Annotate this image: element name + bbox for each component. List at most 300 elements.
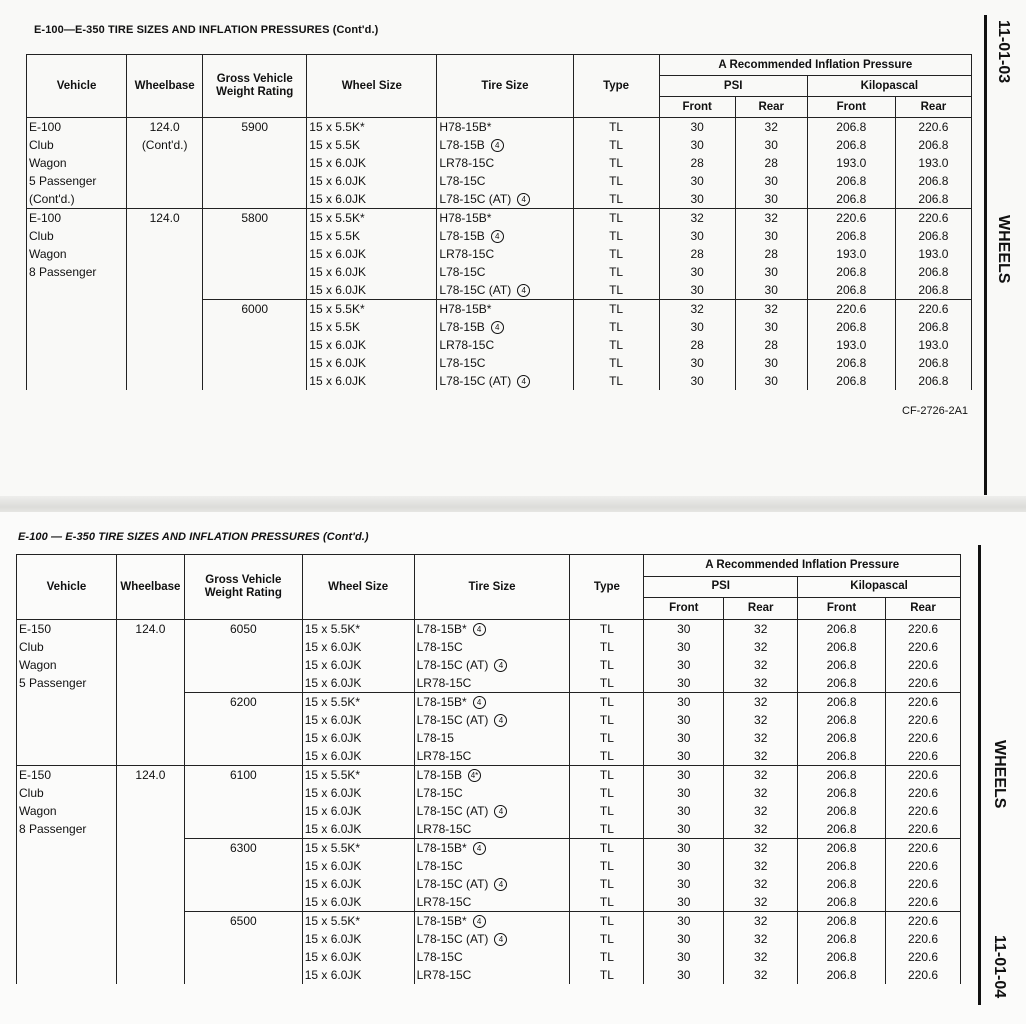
tire-size-cell: [414, 729, 570, 747]
psi-rear-cell: [724, 784, 798, 802]
kpa-rear-cell-text: 206.8: [918, 229, 949, 243]
kpa-rear-cell-text: 206.8: [918, 374, 949, 388]
wheelbase-cell: [116, 766, 184, 785]
table-row: [17, 820, 961, 839]
header-kilopascal: Kilopascal: [798, 576, 961, 598]
gvwr-cell: [203, 245, 307, 263]
kpa-rear-cell-text: 220.6: [918, 302, 949, 316]
psi-rear-cell-text: 32: [764, 120, 778, 134]
kpa-front-cell-text: 206.8: [826, 804, 857, 818]
vehicle-cell: [17, 857, 117, 875]
kpa-front-cell-text: 220.6: [836, 302, 867, 316]
type-cell: [573, 263, 659, 281]
psi-rear-cell: [724, 948, 798, 966]
tire-size-cell-text: L78-15C (AT): [439, 283, 512, 297]
type-cell-text: TL: [599, 950, 614, 964]
psi-front-cell: [644, 875, 724, 893]
type-cell-text: TL: [599, 622, 614, 636]
wheelbase-cell: [127, 190, 203, 209]
psi-front-cell-text: 28: [690, 156, 704, 170]
tire-size-cell: [414, 839, 570, 858]
gvwr-cell-text: 6100: [229, 768, 257, 782]
tire-size-cell: [414, 930, 570, 948]
type-cell-text: TL: [599, 658, 614, 672]
type-cell-text: TL: [599, 895, 614, 909]
vehicle-cell: [27, 227, 127, 245]
kpa-front-cell-text: 206.8: [826, 731, 857, 745]
wheel-size-cell-text: 15 x 5.5K*: [309, 120, 365, 134]
type-cell-text: TL: [599, 968, 614, 982]
kpa-rear-cell: [895, 154, 971, 172]
vehicle-cell: [27, 209, 127, 228]
tire-size-cell: [414, 948, 570, 966]
top-tire-table: [26, 54, 972, 390]
kpa-front-cell: [798, 656, 886, 674]
kpa-rear-cell: [895, 227, 971, 245]
kpa-front-cell: [798, 674, 886, 693]
tire-size-cell: [437, 263, 573, 281]
psi-front-cell: [644, 839, 724, 858]
kpa-rear-cell-text: 206.8: [918, 174, 949, 188]
vehicle-cell: [17, 693, 117, 712]
wheelbase-cell-text: 124.0: [135, 768, 166, 782]
gvwr-cell: [184, 912, 302, 931]
wheel-size-cell: [307, 300, 437, 319]
header-gvwr: Gross Vehicle Weight Rating: [184, 555, 302, 620]
wheel-size-cell-text: 15 x 6.0JK: [309, 192, 366, 206]
vehicle-cell-text: E-100: [29, 211, 62, 225]
wheelbase-cell: [127, 118, 203, 137]
psi-front-cell-text: 30: [677, 877, 691, 891]
psi-rear-cell: [735, 300, 807, 319]
tire-size-cell-text: L78-15B: [439, 229, 485, 243]
tire-size-cell: [437, 281, 573, 300]
wheelbase-cell: [127, 300, 203, 319]
tire-size-cell-text: LR78-15C: [416, 749, 472, 763]
vehicle-cell-text: 5 Passenger: [29, 174, 97, 188]
wheelbase-cell: [116, 747, 184, 766]
psi-front-cell-text: 30: [677, 932, 691, 946]
gvwr-cell: [203, 372, 307, 390]
psi-rear-cell: [724, 857, 798, 875]
psi-front-cell-text: 30: [677, 658, 691, 672]
psi-rear-cell-text: 30: [764, 192, 778, 206]
header-tire-size: Tire Size: [437, 55, 573, 118]
tire-size-cell: [437, 190, 573, 209]
tire-size-cell: [414, 766, 570, 785]
top-section-label: WHEELS: [995, 215, 1012, 284]
kpa-rear-cell: [886, 693, 961, 712]
tire-size-cell-text: L78-15B*: [416, 841, 467, 855]
psi-front-cell-text: 28: [690, 247, 704, 261]
kpa-front-cell: [798, 802, 886, 820]
gvwr-cell-text: 6050: [229, 622, 257, 636]
tire-size-cell-text: L78-15C (AT): [416, 713, 489, 727]
psi-front-cell: [659, 263, 735, 281]
kpa-rear-cell: [886, 747, 961, 766]
kpa-front-cell-text: 206.8: [836, 229, 867, 243]
table-row: [27, 209, 972, 228]
type-cell-text: TL: [609, 120, 624, 134]
kpa-front-cell-text: 206.8: [826, 914, 857, 928]
kpa-rear-cell: [886, 766, 961, 785]
tire-size-cell-text: L78-15B*: [416, 622, 467, 636]
wheel-size-cell-text: 15 x 5.5K*: [304, 841, 361, 855]
type-cell-text: TL: [609, 265, 624, 279]
psi-rear-cell: [735, 372, 807, 390]
tire-size-cell-text: L78-15: [416, 731, 454, 745]
header-vehicle: Vehicle: [27, 55, 127, 118]
header-psi-rear: Rear: [724, 598, 798, 620]
kpa-rear-cell-text: 220.6: [918, 211, 949, 225]
psi-front-cell: [644, 948, 724, 966]
tire-size-cell: [414, 656, 570, 674]
kpa-rear-cell-text: 220.6: [907, 640, 939, 654]
psi-rear-cell: [724, 638, 798, 656]
vehicle-cell-text: E-150: [19, 622, 52, 636]
type-cell-text: TL: [609, 156, 624, 170]
kpa-rear-cell-text: 220.6: [907, 822, 939, 836]
tire-size-cell-text: L78-15C: [416, 640, 463, 654]
type-cell-text: TL: [599, 768, 614, 782]
tire-size-cell-text: LR78-15C: [416, 676, 472, 690]
tire-size-cell-text: L78-15C: [416, 859, 463, 873]
psi-front-cell: [659, 281, 735, 300]
psi-rear-cell: [735, 154, 807, 172]
kpa-rear-cell-text: 220.6: [907, 622, 939, 636]
psi-rear-cell: [735, 281, 807, 300]
footnote-marker-icon: 4: [494, 933, 507, 946]
psi-rear-cell-text: 32: [754, 932, 768, 946]
wheel-size-cell-text: 15 x 5.5K*: [304, 695, 361, 709]
type-cell-text: TL: [609, 374, 624, 388]
type-cell-text: TL: [599, 932, 614, 946]
psi-rear-cell-text: 32: [754, 768, 768, 782]
header-kpa-rear: Rear: [895, 97, 971, 118]
tire-size-cell: [437, 354, 573, 372]
psi-front-cell: [644, 638, 724, 656]
bottom-section-label: WHEELS: [991, 740, 1008, 809]
psi-front-cell: [659, 372, 735, 390]
psi-front-cell-text: 30: [677, 822, 691, 836]
kpa-rear-cell-text: 220.6: [907, 877, 939, 891]
vehicle-cell-text: 8 Passenger: [19, 822, 87, 837]
kpa-rear-cell-text: 220.6: [907, 731, 939, 745]
wheel-size-cell: [302, 966, 414, 984]
kpa-front-cell-text: 193.0: [836, 247, 867, 261]
wheel-size-cell: [302, 674, 414, 693]
gvwr-cell-text: 6300: [229, 841, 257, 855]
table-row: [17, 711, 961, 729]
psi-rear-cell-text: 32: [754, 622, 768, 636]
psi-rear-cell: [724, 729, 798, 747]
kpa-front-cell: [798, 784, 886, 802]
wheel-size-cell: [302, 839, 414, 858]
vehicle-cell-text: Club: [19, 640, 44, 654]
header-wheel-size: Wheel Size: [302, 555, 414, 620]
type-cell-text: TL: [609, 283, 624, 297]
wheel-size-cell: [302, 930, 414, 948]
type-cell-text: TL: [609, 211, 624, 225]
wheel-size-cell: [302, 711, 414, 729]
kpa-rear-cell-text: 220.6: [907, 749, 939, 763]
table-row: [17, 875, 961, 893]
wheel-size-cell: [302, 802, 414, 820]
tire-size-cell: [414, 693, 570, 712]
wheel-size-cell: [307, 336, 437, 354]
wheel-size-cell: [307, 281, 437, 300]
kpa-front-cell-text: 206.8: [836, 320, 867, 334]
tire-size-cell: [414, 966, 570, 984]
kpa-front-cell-text: 206.8: [826, 713, 857, 727]
psi-front-cell: [659, 336, 735, 354]
kpa-rear-cell-text: 220.6: [907, 914, 939, 928]
wheelbase-cell: [116, 802, 184, 820]
type-cell: [573, 136, 659, 154]
wheelbase-cell: [127, 245, 203, 263]
kpa-front-cell: [807, 136, 895, 154]
psi-rear-cell: [735, 318, 807, 336]
vehicle-cell-text: Club: [29, 229, 54, 243]
vehicle-cell: [17, 638, 117, 656]
vehicle-cell: [17, 766, 117, 785]
kpa-front-cell-text: 206.8: [826, 768, 857, 782]
psi-rear-cell-text: 32: [754, 841, 768, 855]
type-cell: [570, 802, 644, 820]
type-cell: [573, 172, 659, 190]
psi-rear-cell: [724, 674, 798, 693]
vehicle-cell-text: E-150: [19, 768, 52, 782]
wheel-size-cell: [302, 784, 414, 802]
psi-front-cell: [644, 857, 724, 875]
table-row: [17, 966, 961, 984]
kpa-rear-cell: [895, 281, 971, 300]
psi-rear-cell-text: 30: [764, 320, 778, 334]
psi-rear-cell-text: 32: [754, 877, 768, 891]
psi-front-cell-text: 30: [677, 749, 691, 763]
kpa-front-cell: [798, 893, 886, 912]
psi-front-cell-text: 30: [690, 120, 704, 134]
gvwr-cell-text: 6200: [229, 695, 257, 709]
kpa-front-cell: [798, 729, 886, 747]
kpa-front-cell: [798, 948, 886, 966]
psi-rear-cell: [724, 747, 798, 766]
top-section-number: 11-01-03: [995, 20, 1012, 84]
gvwr-cell: [184, 802, 302, 820]
kpa-front-cell: [807, 245, 895, 263]
tire-size-cell-text: L78-15C: [416, 786, 463, 800]
kpa-front-cell: [798, 839, 886, 858]
psi-rear-cell-text: 32: [754, 676, 768, 690]
header-psi: PSI: [644, 576, 798, 598]
kpa-rear-cell: [886, 656, 961, 674]
vehicle-cell: [17, 893, 117, 912]
wheel-size-cell-text: 15 x 6.0JK: [309, 174, 366, 188]
psi-rear-cell-text: 32: [754, 822, 768, 836]
gvwr-cell: [184, 766, 302, 785]
psi-front-cell-text: 30: [690, 192, 704, 206]
type-cell-text: TL: [609, 338, 624, 352]
table-row: [17, 766, 961, 785]
gvwr-cell: [203, 336, 307, 354]
psi-rear-cell-text: 32: [754, 859, 768, 873]
wheelbase-cell-text: 124.0: [149, 120, 180, 134]
wheel-size-cell-text: 15 x 6.0JK: [309, 265, 366, 279]
kpa-front-cell-text: 206.8: [826, 932, 857, 946]
vehicle-cell-text: 5 Passenger: [19, 676, 87, 691]
table-row: [17, 784, 961, 802]
kpa-rear-cell-text: 220.6: [907, 804, 939, 818]
gvwr-cell: [184, 930, 302, 948]
gvwr-cell-text: 5800: [241, 211, 269, 225]
kpa-front-cell: [807, 336, 895, 354]
type-cell-text: TL: [599, 804, 614, 818]
wheel-size-cell-text: 15 x 6.0JK: [304, 932, 362, 946]
footnote-marker-icon: 4: [517, 284, 530, 297]
header-wheelbase: Wheelbase: [116, 555, 184, 620]
wheel-size-cell-text: 15 x 6.0JK: [304, 877, 362, 891]
psi-front-cell-text: 30: [690, 320, 704, 334]
kpa-front-cell-text: 193.0: [836, 156, 867, 170]
kpa-front-cell-text: 206.8: [836, 283, 867, 297]
kpa-rear-cell: [886, 729, 961, 747]
kpa-front-cell: [807, 281, 895, 300]
wheel-size-cell: [302, 912, 414, 931]
vehicle-cell: [27, 372, 127, 390]
kpa-rear-cell: [895, 336, 971, 354]
tire-size-cell: [414, 912, 570, 931]
vehicle-cell-text: (Cont'd.): [29, 192, 75, 206]
psi-rear-cell: [724, 656, 798, 674]
kpa-front-cell: [798, 747, 886, 766]
tire-size-cell-text: L78-15C (AT): [439, 192, 512, 206]
wheel-size-cell: [307, 154, 437, 172]
footnote-marker-icon: 4: [473, 696, 486, 709]
header-type: Type: [570, 555, 644, 620]
gvwr-cell-text: 5900: [241, 120, 269, 134]
header-psi-front: Front: [644, 598, 724, 620]
wheel-size-cell: [302, 893, 414, 912]
kpa-rear-cell-text: 220.6: [907, 695, 939, 709]
kpa-front-cell-text: 206.8: [826, 676, 857, 690]
kpa-front-cell-text: 206.8: [836, 192, 867, 206]
psi-front-cell: [659, 172, 735, 190]
gvwr-cell: [203, 263, 307, 281]
tire-size-cell-text: L78-15C: [439, 356, 486, 370]
table-row: [27, 227, 972, 245]
psi-rear-cell: [724, 930, 798, 948]
kpa-front-cell: [807, 154, 895, 172]
tire-size-cell-text: L78-15C (AT): [416, 658, 489, 672]
psi-rear-cell-text: 32: [754, 804, 768, 818]
tire-size-cell: [414, 802, 570, 820]
psi-front-cell: [659, 318, 735, 336]
header-kpa-rear: Rear: [886, 598, 961, 620]
wheelbase-cell: [116, 875, 184, 893]
type-cell-text: TL: [609, 247, 624, 261]
table-row: [17, 693, 961, 712]
type-cell-text: TL: [609, 192, 624, 206]
kpa-rear-cell: [895, 118, 971, 137]
tire-size-cell-text: H78-15B*: [439, 120, 492, 134]
kpa-front-cell-text: 206.8: [826, 695, 857, 709]
tire-size-cell-text: L78-15C (AT): [416, 932, 489, 946]
vehicle-cell: [17, 784, 117, 802]
psi-front-cell-text: 30: [677, 768, 691, 782]
header-kpa-front: Front: [807, 97, 895, 118]
wheel-size-cell-text: 15 x 5.5K: [309, 320, 360, 334]
wheel-size-cell-text: 15 x 6.0JK: [304, 713, 362, 727]
tire-size-cell-text: L78-15C: [416, 950, 463, 964]
psi-front-cell: [659, 154, 735, 172]
tire-size-cell: [437, 372, 573, 390]
psi-front-cell: [644, 620, 724, 639]
wheel-size-cell: [302, 875, 414, 893]
type-cell: [573, 354, 659, 372]
psi-front-cell: [644, 820, 724, 839]
footnote-marker-icon: 4: [473, 915, 486, 928]
wheel-size-cell-text: 15 x 6.0JK: [304, 895, 362, 909]
psi-rear-cell: [724, 693, 798, 712]
wheelbase-cell: [116, 839, 184, 858]
psi-front-cell-text: 32: [690, 211, 704, 225]
wheelbase-cell-text: (Cont'd.): [141, 138, 188, 152]
type-cell-text: TL: [609, 356, 624, 370]
vehicle-cell: [27, 190, 127, 209]
type-cell: [570, 693, 644, 712]
vehicle-cell: [27, 154, 127, 172]
psi-rear-cell: [724, 820, 798, 839]
wheelbase-cell: [116, 948, 184, 966]
kpa-rear-cell-text: 206.8: [918, 192, 949, 206]
vehicle-cell: [17, 820, 117, 839]
psi-rear-cell-text: 32: [754, 658, 768, 672]
tire-size-cell: [414, 620, 570, 639]
type-cell: [570, 729, 644, 747]
psi-front-cell-text: 30: [677, 859, 691, 873]
table-row: [27, 154, 972, 172]
wheel-size-cell: [307, 354, 437, 372]
kpa-rear-cell: [895, 372, 971, 390]
table-row: [17, 674, 961, 693]
vehicle-cell: [27, 118, 127, 137]
type-cell: [570, 638, 644, 656]
tire-size-cell-text: LR78-15C: [416, 895, 472, 909]
psi-front-cell-text: 30: [677, 950, 691, 964]
table-row: [27, 245, 972, 263]
psi-front-cell-text: 30: [677, 895, 691, 909]
kpa-rear-cell: [886, 674, 961, 693]
vehicle-cell: [27, 336, 127, 354]
table-row: [27, 190, 972, 209]
kpa-rear-cell-text: 206.8: [918, 320, 949, 334]
psi-front-cell: [659, 136, 735, 154]
type-cell-text: TL: [609, 138, 624, 152]
psi-front-cell: [644, 930, 724, 948]
psi-front-cell: [644, 893, 724, 912]
footnote-marker-icon: 4: [517, 375, 530, 388]
gvwr-cell: [184, 620, 302, 639]
tire-size-cell: [414, 875, 570, 893]
kpa-front-cell: [807, 354, 895, 372]
vehicle-cell: [17, 674, 117, 693]
wheel-size-cell: [307, 263, 437, 281]
type-cell: [570, 875, 644, 893]
wheelbase-cell: [116, 784, 184, 802]
bottom-table-title: E-100 — E-350 TIRE SIZES AND INFLATION PRESSURES (Cont'd.): [18, 531, 369, 543]
wheel-size-cell: [302, 948, 414, 966]
wheel-size-cell-text: 15 x 6.0JK: [304, 786, 362, 800]
